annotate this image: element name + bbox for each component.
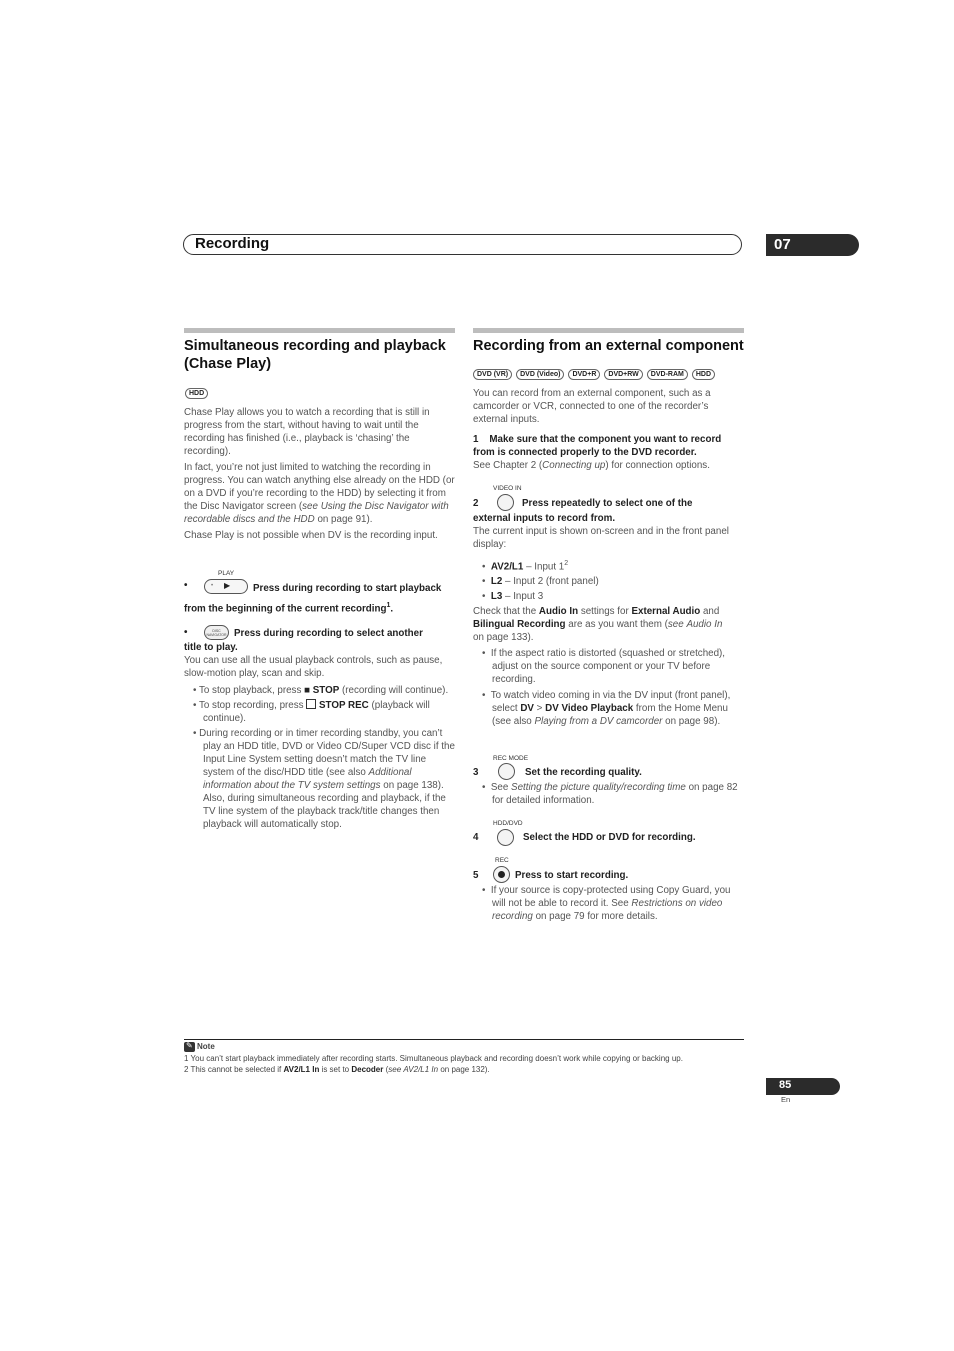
stop-icon: ■: [304, 685, 311, 696]
bullet-stop-playback: • To stop playback, press ■ STOP (recording will continue).: [193, 685, 449, 696]
note-heading: Note: [197, 1042, 215, 1051]
stop-rec-icon: [306, 699, 316, 709]
step2-line1: Press repeatedly to select one of the: [522, 498, 693, 509]
step5-heading: Press to start recording.: [515, 870, 629, 881]
step-disc-nav-text: You can use all the usual playback controls, such as pause, slow-motion play, scan and skip.: [184, 655, 443, 679]
step1-text: See Chapter 2 (Connecting up) for connection options.: [473, 460, 710, 471]
bullet-dv-input: • To watch video coming in via the DV input (front panel), select DV > DV Video Playback from the Home Menu (see also Playing from a DV camcorder on page 98).: [482, 690, 731, 727]
step2-number: 2: [473, 498, 479, 509]
badge-dvd-ram: DVD-RAM: [647, 369, 688, 380]
badge-dvd-r: DVD+R: [568, 369, 600, 380]
left-section-bar: [184, 328, 455, 333]
video-in-button[interactable]: [497, 494, 514, 511]
step-bullet: •: [184, 580, 188, 591]
step-disc-nav-line1: Press during recording to select another: [234, 628, 423, 639]
page-number: 85: [779, 1079, 792, 1091]
badge-hdd: HDD: [692, 369, 715, 380]
left-bullets: [193, 684, 456, 831]
disc-type-badges: [473, 363, 719, 381]
notes-divider: [184, 1039, 744, 1040]
note-2: 2 This cannot be selected if AV2/L1 In is set to Decoder (see AV2/L1 In on page 132).: [184, 1065, 490, 1074]
left-body: [184, 406, 456, 542]
chase-play-dv-note: Chase Play is not possible when DV is the recording input.: [184, 530, 438, 541]
bullet-stop-recording: • To stop recording, press STOP REC (playback will continue).: [193, 700, 430, 724]
language-code: En: [781, 1095, 791, 1104]
step4-heading: Select the HDD or DVD for recording.: [523, 832, 696, 843]
step5-bullet: • If your source is copy-protected using Copy Guard, you will not be able to record it. See Restrictions on video recording on page 79 for more details.: [482, 885, 731, 922]
bullet-tv-system: • During recording or in timer recording standby, you can’t play an HDD title, DVD or Video CD/Super VCD disc if the Input Line System setting doesn’t match the TV line system of the disc/HDD title (see also Additional information about the TV system settings on page 138). Also, during simultaneous recording and playback, if the TV line system of the playback track/title changes then playback will automatically stop.: [193, 728, 455, 830]
play-button-label: PLAY: [218, 570, 235, 577]
disc-navigator-button[interactable]: DISC NAVIGATOR: [204, 625, 229, 640]
right-section-bar: [473, 328, 744, 333]
step4-number: 4: [473, 832, 479, 843]
dot-icon: •: [211, 583, 214, 589]
hdd-dvd-button[interactable]: [497, 829, 514, 846]
play-icon: ▶: [224, 581, 231, 590]
bullet-aspect-ratio: • If the aspect ratio is distorted (squashed or stretched), adjust on the source component or your TV before recording.: [482, 648, 726, 685]
step3-heading: Set the recording quality.: [525, 767, 642, 778]
rec-label: REC: [495, 857, 509, 864]
record-dot-icon: [498, 871, 505, 878]
note-icon: ✎: [184, 1042, 195, 1052]
audio-check-text: Check that the Audio In settings for External Audio and Bilingual Recording are as you want them (see Audio In on page 133).: [473, 606, 723, 643]
rec-mode-button[interactable]: [498, 763, 515, 780]
chapter-number: 07: [774, 236, 791, 253]
page-number-tab: [766, 1078, 840, 1095]
badge-dvd-vr: DVD (VR): [473, 369, 512, 380]
input-l2: • L2 – Input 2 (front panel): [482, 576, 599, 588]
step5-number: 5: [473, 870, 479, 881]
badge-dvd-video: DVD (Video): [516, 369, 564, 380]
right-section-title: Recording from an external component: [473, 338, 744, 354]
step-play-line2: from the beginning of the current recording$^1$.: [184, 602, 394, 615]
rec-mode-label: REC MODE: [493, 755, 529, 762]
input-av2-l1: • AV2/L1 – Input $1^2$: [482, 560, 569, 573]
step-play-line1: Press during recording to start playback: [253, 583, 442, 594]
badge-dvd-rw: DVD+RW: [604, 369, 642, 380]
input-list: [482, 557, 744, 603]
hdd-dvd-label: HDD/DVD: [493, 820, 523, 827]
step-disc-nav-line2: title to play.: [184, 642, 238, 653]
play-button[interactable]: [204, 579, 248, 594]
left-section-title: Simultaneous recording and playback (Chase Play): [184, 338, 446, 372]
step-bullet: •: [184, 627, 188, 638]
input-l3: • L3 – Input 3: [482, 591, 544, 603]
rec-button[interactable]: [493, 866, 510, 883]
chapter-tab: [766, 234, 859, 256]
hdd-badge: HDD: [185, 382, 212, 400]
section-title: Recording: [195, 235, 270, 252]
chase-play-intro: Chase Play allows you to watch a recording that is still in progress from the start, without having to wait until the recording has finished (i.e., playback is ‘chasing’ the recording).: [184, 407, 430, 457]
chase-play-para2: In fact, you’re not just limited to watching the recording in progress. You can watch anything else already on the HDD (or on a DVD if you’re recording to the HDD) by selecting it from the Disc Navigator screen (see Using the Disc Navigator with recordable discs and the HDD on page 91).: [184, 462, 455, 525]
step2-text: The current input is shown on-screen and in the front panel display:: [473, 526, 729, 550]
video-in-label: VIDEO IN: [493, 485, 522, 492]
external-intro: You can record from an external component, such as a camcorder or VCR, connected to one of the recorder’s external inputs.: [473, 388, 711, 425]
step2-line2: external inputs to record from.: [473, 513, 616, 524]
step3-bullet: • See Setting the picture quality/recording time on page 82 for detailed information.: [482, 782, 738, 806]
note-1: 1 You can’t start playback immediately after recording starts. Simultaneous playback and recording doesn’t work while copying or backing up.: [184, 1054, 683, 1063]
step3-number: 3: [473, 767, 479, 778]
step1-heading: 1 Make sure that the component you want to record from is connected properly to the DVD recorder.: [473, 434, 722, 458]
right-bullets: [482, 647, 744, 728]
